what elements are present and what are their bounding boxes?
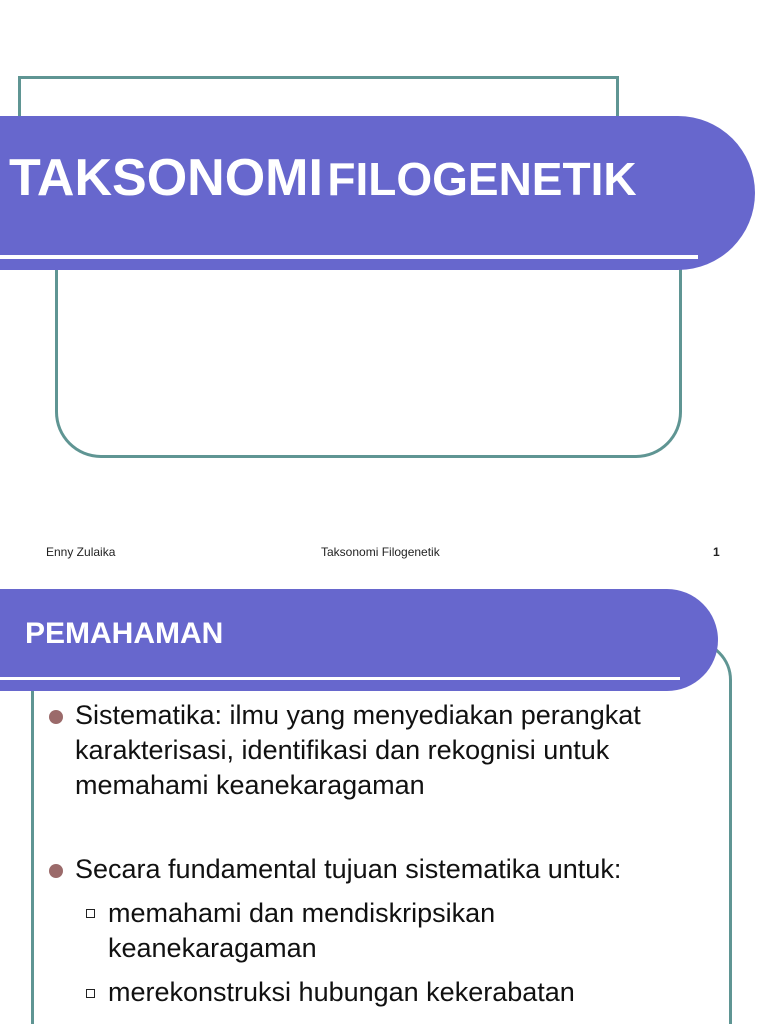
slide1-banner-line [0,255,698,259]
checkbox-square-icon [86,909,95,918]
slide1-title-word2: FILOGENETIK [327,153,637,205]
footer-page-number: 1 [713,545,720,559]
sub-item-1 [108,896,728,966]
slide2-title: PEMAHAMAN [25,617,224,650]
slide2-banner-line [0,677,680,680]
bullet-item-1-line: Sistematika: ilmu yang menyediakan perangkat [75,700,641,730]
sub-item-1-line: memahami dan mendiskripsikan [108,898,496,928]
bullet-item-1 [75,698,735,803]
sub-item-1-line: keanekaragaman [108,933,317,963]
slide1-title [9,149,637,207]
checkbox-square-icon [86,989,95,998]
bullet-item-2 [75,852,735,887]
slide1-title-word1: TAKSONOMI [9,149,323,207]
sub-item-2 [108,975,728,1010]
bullet-item-1-line: karakterisasi, identifikasi dan rekognisi untuk [75,735,610,765]
slide1-frame-bottom [55,262,682,458]
sub-item-2-line: merekonstruksi hubungan kekerabatan [108,977,575,1007]
bullet-dot-icon [49,710,63,724]
bullet-item-2-line: Secara fundamental tujuan sistematika untuk: [75,854,622,884]
footer-author: Enny Zulaika [46,545,116,559]
bullet-dot-icon [49,864,63,878]
footer-title: Taksonomi Filogenetik [321,545,440,559]
bullet-item-1-line: memahami keanekaragaman [75,770,425,800]
